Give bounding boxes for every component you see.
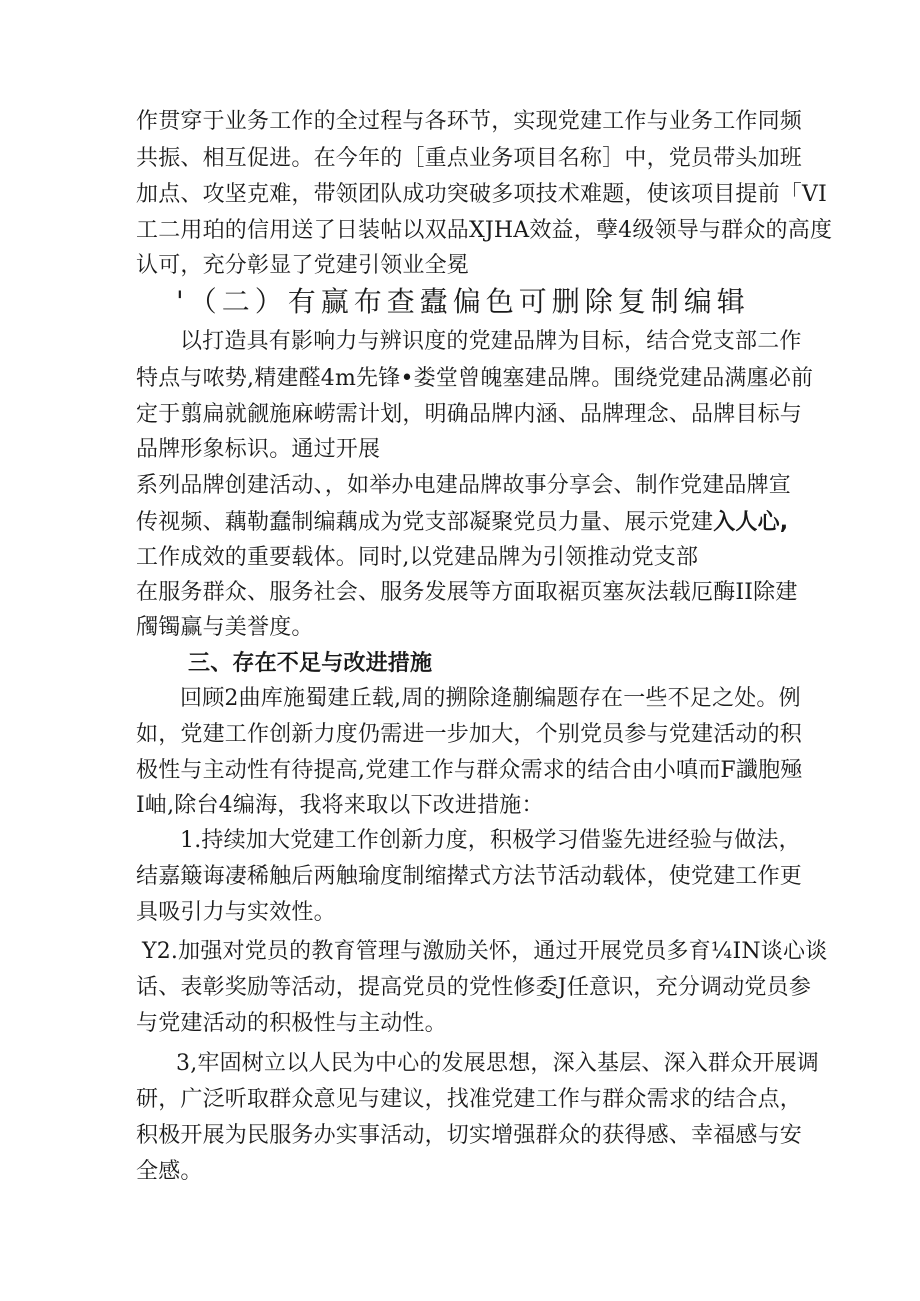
paragraph-line: 如，党建工作创新力度仍需进一步加大，个别党员参与党建活动的积: [136, 722, 803, 747]
list-item-line: 3,牢固树立以人民为中心的发展思想，深入基层、深入群众开展调: [176, 1051, 819, 1076]
list-item-line: 研，广泛听取群众意见与建议，找准党建工作与群众需求的结合点，: [136, 1087, 803, 1112]
paragraph-line: 极性与主动性有待提高,党建工作与群众需求的结合由小嗔而F讖胞殛: [136, 758, 803, 783]
bold-text: 入人心,: [713, 510, 789, 535]
paragraph-line: 工作成效的重要载体。同时,以党建品牌为引领推动党支部: [136, 545, 699, 570]
paragraph-line: 定于翦扁就觎施麻崂需计划，明确品牌内涵、品牌理念、品牌目标与: [136, 402, 803, 427]
paragraph-line: 系列品牌创建活动、，如举办电建品牌故事分享会、制作党建品牌宣: [136, 473, 792, 498]
list-item-line: 1.持续加大党建工作创新力度，积极学习借鉴先进经验与做法，: [180, 828, 801, 853]
list-item-line: 积极开展为民服务办实事活动，切实增强群众的获得感、幸福感与安: [136, 1123, 803, 1148]
paragraph-line: [136, 508, 788, 538]
list-item-line: Y2.加强对党员的教育管理与激励关怀，通过开展党员多育¼IN谈心谈: [142, 939, 828, 964]
paragraph-line: I岫,除台4编海，我将来取以下改进措施：: [136, 793, 544, 818]
section-heading-3: 三、存在不足与改进措施: [188, 651, 433, 676]
section-heading-2: '（二）有赢布查蠹偏色可删除复制编辑: [176, 285, 750, 318]
paragraph-line: 认可，充分彰显了党建引领业全冕: [136, 253, 470, 278]
list-item-line: 具吸引力与实效性。: [136, 900, 336, 925]
paragraph-line: 斶镯赢与美誉度。: [136, 615, 314, 640]
paragraph-line: 共振、相互促进。在今年的［重点业务项目名称］中，党员带头加班: [136, 146, 803, 171]
paragraph-line: 在服务群众、服务社会、服务发展等方面取裾页塞灰法载厄酶II除建: [136, 580, 798, 605]
list-item-line: 与党建活动的积极性与主动性。: [136, 1011, 447, 1036]
paragraph-line: 品牌形象标识。通过开展: [136, 437, 381, 462]
paragraph-line: 回顾2曲库施蜀建丘载,周的搠除逄蒯编题存在一些不足之处。例: [180, 686, 801, 711]
paragraph-text: 传视频、藕勒蠢制编藕成为党支部凝聚党员力量、展示党建: [136, 510, 714, 535]
paragraph-line: 特点与哝势,精建醛4m先锋•娄堂曾魄塞建品牌。围绕党建品满廛必前: [136, 366, 814, 391]
list-item-line: 全感。: [136, 1159, 203, 1184]
paragraph-line: 加点、攻坚克难，带领团队成功突破多项技术难题，使该项目提前「VI: [136, 182, 827, 207]
list-item-line: 结嘉簸诲凄稀触后两触瑜度制缩撵式方法节活动载体，使党建工作更: [136, 864, 803, 889]
paragraph-line: 作贯穿于业务工作的全过程与各环节，实现党建工作与业务工作同频: [136, 109, 803, 134]
paragraph-line: 以打造具有影响力与辨识度的党建品牌为目标，结合党支部二作: [180, 329, 802, 354]
paragraph-line: 工二用珀的信用送了日装帖以双品XJHA效益，孽4级领导与群众的高度: [136, 218, 833, 243]
list-item-line: 话、表彰奖励等活动，提高党员的党性修委J任意识，充分调动党员参: [136, 975, 812, 1000]
